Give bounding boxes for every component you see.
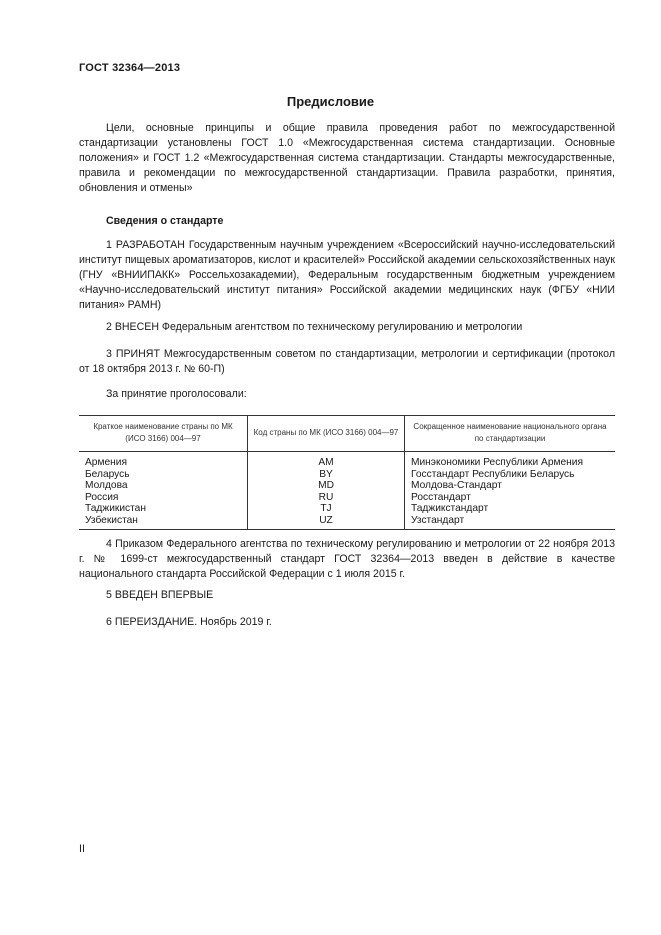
cell-code: AM xyxy=(248,452,405,469)
item-first-edition: 5 ВВЕДЕН ВПЕРВЫЕ xyxy=(106,589,214,601)
header-country: Краткое наименование страны по МК (ИСО 3166) 004—97 xyxy=(79,416,248,452)
header-code: Код страны по МК (ИСО 3166) 004—97 xyxy=(248,416,405,452)
preface-paragraph: Цели, основные принципы и общие правила проведения работ по межгосударственной стандартизации установлены ГОСТ 1.0 «Межгосударственная система стандартизации. Основные положения» и ГОСТ 1.2 «Межгосударственная система стандартизации. Стандарты межгосударственные, правила и рекомендации по межгосударственной стандартизации. Правила разработки, принятия, обновления и отмены» xyxy=(79,122,615,194)
table-header-row xyxy=(79,416,615,452)
section-heading: Сведения о стандарте xyxy=(106,215,224,227)
cell-country: Армения xyxy=(85,457,127,468)
cell-body: Таджикстандарт xyxy=(405,503,616,515)
voting-intro: За принятие проголосовали: xyxy=(106,388,247,400)
item-reissue: 6 ПЕРЕИЗДАНИЕ. Ноябрь 2019 г. xyxy=(106,616,272,628)
cell-body: Узстандарт xyxy=(405,515,616,530)
item-adopted: 3 ПРИНЯТ Межгосударственным советом по стандартизации, метрологии и сертификации (протокол от 18 октября 2013 г. № 60-П) xyxy=(79,348,615,375)
table-row xyxy=(79,503,615,515)
item-order: 4 Приказом Федерального агентства по техническому регулированию и метрологии от 22 ноября 2013 г. № 1699-ст межгосударственный стандарт ГОСТ 32364—2013 введен в действие в качестве национального стандарта Российской Федерации с 1 июля 2015 г. xyxy=(79,538,615,580)
cell-code: MD xyxy=(248,480,405,492)
table-row xyxy=(79,480,615,492)
document-header: ГОСТ 32364—2013 xyxy=(79,62,181,74)
table-row xyxy=(79,452,615,469)
cell-body: Минэкономики Республики Армения xyxy=(405,452,616,469)
cell-country: Молдова xyxy=(85,480,128,491)
cell-country: Россия xyxy=(85,491,119,503)
cell-country: Узбекистан xyxy=(79,515,248,530)
cell-country: Беларусь xyxy=(85,468,130,480)
cell-body: Росстандарт xyxy=(405,492,616,504)
cell-code: UZ xyxy=(248,515,405,530)
page-number: II xyxy=(79,843,85,855)
cell-code: BY xyxy=(248,469,405,481)
table-row xyxy=(79,492,615,504)
cell-code: TJ xyxy=(248,503,405,515)
item-introduced: 2 ВНЕСЕН Федеральным агентством по техническому регулированию и метрологии xyxy=(106,321,523,333)
page-title: Предисловие xyxy=(286,94,375,109)
table-row xyxy=(79,515,615,530)
cell-body: Молдова-Стандарт xyxy=(405,480,616,492)
table-row xyxy=(79,469,615,481)
cell-code: RU xyxy=(248,492,405,504)
voting-table xyxy=(79,415,615,530)
cell-country: Таджикистан xyxy=(85,503,146,514)
cell-body: Госстандарт Республики Беларусь xyxy=(405,469,616,481)
item-developed: 1 РАЗРАБОТАН Государственным научным учреждением «Всероссийский научно-исследовательский институт пищевых ароматизаторов, кислот и красителей» Российской академии сельскохозяйственных наук (ГНУ «ВНИИПАКК» Россельхозакадемии), Федеральным государственным бюджетным учреждением «Научно-исследовательский институт питания» Российской академии медицинских наук (ФГБУ «НИИ питания» РАМН) xyxy=(79,239,615,311)
header-body: Сокращенное наименование национального органа по стандартизации xyxy=(405,416,616,452)
